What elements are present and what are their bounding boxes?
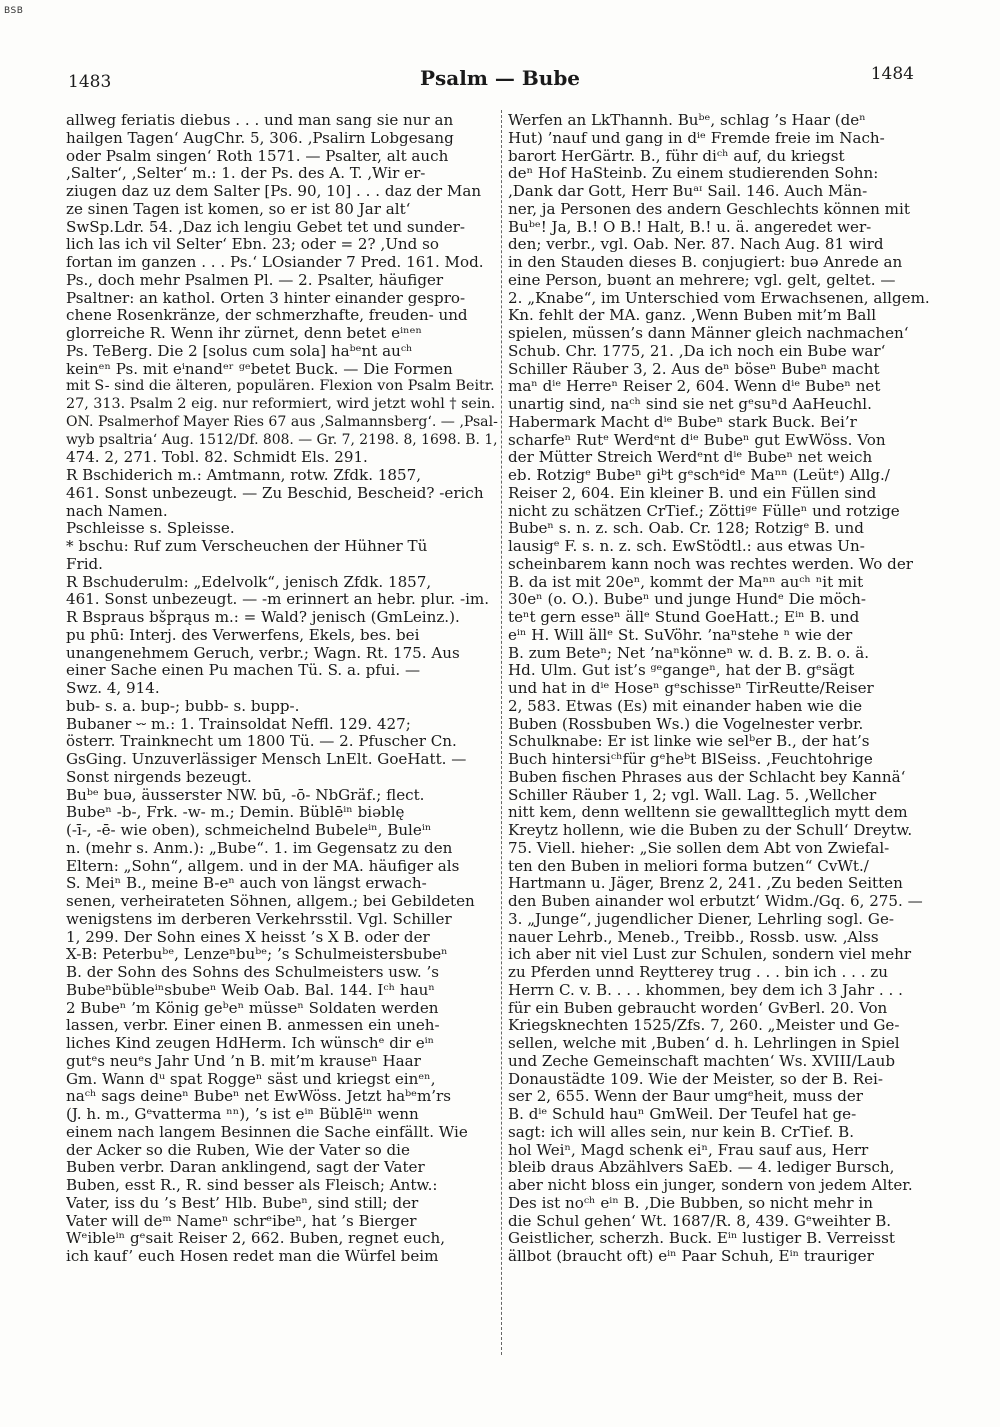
text-line: 30eⁿ (o. O.). Bubeⁿ und junge Hundᵉ Die möch-: [508, 591, 866, 609]
text-line: X-B: Peterbuᵇᵉ, Lenzeⁿbuᵇᵉ; ’s Schulmeistersbubeⁿ: [66, 946, 448, 964]
text-line: Sonst nirgends bezeugt.: [66, 768, 252, 786]
text-line: sagt: ich will alles sein, nur kein B. CrTief. B.: [508, 1123, 854, 1141]
text-line: 461. Sonst unbezeugt. — -m erinnert an hebr. plur. -im.: [66, 591, 490, 609]
text-line: Kriegsknechten 1525/Zfs. 7, 260. „Meister und Ge-: [508, 1017, 900, 1035]
text-line: eine Person, buənt an mehrere; vgl. gelt, geltet. —: [508, 271, 896, 289]
text-line: hol Weiⁿ, Magd schenk eiⁿ, Frau sauf aus, Herr: [508, 1141, 869, 1159]
text-line: Buᵇᵉ! Ja, B.! O B.! Halt, B.! u. ä. angeredet wer-: [508, 218, 872, 236]
text-line: mit S- sind die älteren, populären. Flexion von Psalm Beitr.: [66, 378, 495, 395]
text-line: zu Pferden unnd Reytterey trug . . . bin ich . . . zu: [508, 964, 888, 981]
text-line: Gm. Wann dᵘ spat Roggeⁿ säst und kriegst einᵉⁿ,: [66, 1070, 436, 1088]
text-line: gutᵉs neuᵉs Jahr Und ’n B. mit’m krauseⁿ Haar: [66, 1052, 421, 1070]
library-corner-mark: BSB: [4, 6, 24, 16]
text-line: Pschleisse s. Spleisse.: [66, 520, 235, 538]
text-line: (-ī-, -ē- wie oben), schmeichelnd Bubeleⁱⁿ, Buleⁱⁿ: [66, 822, 432, 839]
text-line: unartig sind, naᶜʰ sind sie net gᵉsuⁿd AaHeuchl.: [508, 396, 872, 413]
right-column: [508, 112, 940, 1352]
text-line: Reiser 2, 604. Ein kleiner B. und ein Füllen sind: [508, 484, 877, 502]
text-line: ‚Salter‘, ‚Selter‘ m.: 1. der Ps. des A. T. ‚Wir er-: [66, 165, 426, 183]
text-line: spielen, müssen’s dann Männer gleich nachmachen‘: [508, 325, 909, 342]
text-line: nitt kem, denn welltenn sie gewalltteglich mytt dem: [508, 804, 908, 822]
text-line: wenigstens im derberen Verkehrsstil. Vgl. Schiller: [66, 910, 452, 928]
text-line: einem nach langem Besinnen die Sache einfällt. Wie: [66, 1123, 468, 1141]
text-line: R Bschuderulm: „Edelvolk“, jenisch Zfdk. 1857,: [66, 573, 432, 591]
text-line: österr. Trainknecht um 1800 Tü. — 2. Pfuscher Cn.: [66, 733, 457, 751]
text-line: Hd. Ulm. Gut ist’s ᵍᵉgangeⁿ, hat der B. gᵉsägt: [508, 662, 855, 680]
text-line: 3. „Junge“, jugendlicher Diener, Lehrling sogl. Ge-: [508, 910, 894, 928]
text-line: B. da ist mit 20eⁿ, kommt der Maⁿⁿ auᶜʰ ⁿit mit: [508, 573, 864, 591]
text-line: ser 2, 655. Wenn der Baur umgᵉheit, muss der: [508, 1088, 863, 1106]
text-line: ich kauf’ euch Hosen redet man die Würfel beim: [66, 1248, 439, 1265]
text-line: in den Stauden dieses B. conjugiert: buə Anrede an: [508, 254, 903, 271]
text-line: Hut) ’nauf und gang in dⁱᵉ Fremde freie im Nach-: [508, 129, 885, 147]
text-line: Vater will deᵐ Nameⁿ schrᵉibeⁿ, hat ’s Bierger: [66, 1212, 417, 1230]
text-line: nicht zu schätzen CrTief.; Zöttiᵍᵉ Fülleⁿ und rotzige: [508, 502, 900, 520]
text-line: eⁱⁿ H. Will ällᵉ St. SuVöhr. ’naⁿstehe ⁿ wie der: [508, 626, 853, 644]
text-line: Bubeⁿbübleⁱⁿsbubeⁿ Weib Oab. Bal. 144. Iᶜʰ hauⁿ: [66, 981, 435, 999]
text-line: naᶜʰ sags deineⁿ Bubeⁿ net EwWöss. Jetzt haᵇᵉm’rs: [66, 1088, 452, 1106]
text-line: GsGing. Unzuverlässiger Mensch LnElt. GoeHatt. —: [66, 751, 467, 768]
text-line: nach Namen.: [66, 502, 168, 520]
text-line: einer Sache einen Pu machen Tü. S. a. pfui. —: [66, 662, 421, 680]
text-line: 1, 299. Der Sohn eines X heisst ’s X B. oder der: [66, 928, 430, 946]
text-line: R Bschiderich m.: Amtmann, rotw. Zfdk. 1857,: [66, 467, 422, 484]
text-line: Buben fischen Phrases aus der Schlacht bey Kannä‘: [508, 768, 906, 786]
text-line: Eltern: „Sohn“, allgem. und in der MA. häufiger als: [66, 857, 460, 875]
text-line: der Mütter Streich Werdᵉnt dⁱᵉ Bubeⁿ net weich: [508, 449, 873, 467]
text-line: ‚Dank dar Gott, Herr Buᵃᶦ Sail. 146. Auch Män-: [508, 183, 868, 200]
text-line: fortan im ganzen . . . Ps.‘ LOsiander 7 Pred. 161. Mod.: [66, 254, 484, 271]
text-line: bleib draus Abzählvers SaEb. — 4. lediger Bursch,: [508, 1159, 895, 1177]
text-line: barort HerGärtr. B., führ diᶜʰ auf, du kriegst: [508, 147, 845, 165]
text-line: Hartmann u. Jäger, Brenz 2, 241. ‚Zu beden Seitten: [508, 875, 903, 893]
text-line: 2. „Knabe“, im Unterschied vom Erwachsenen, allgem.: [508, 289, 930, 307]
text-line: Buben, esst R., R. sind besser als Fleisch; Antw.:: [66, 1177, 438, 1194]
text-line: Kn. fehlt der MA. ganz. ‚Wenn Buben mit’m Ball: [508, 307, 877, 325]
text-line: 474. 2, 271. Tobl. 82. Schmidt Els. 291.: [66, 449, 368, 467]
text-line: Buch hintersiᶜʰfür gᵉheᵇt BlSeiss. ‚Feuchtohrige: [508, 751, 873, 768]
page-number-left: 1483: [68, 72, 112, 92]
text-line: Schub. Chr. 1775, 21. ‚Da ich noch ein Bube war‘: [508, 342, 886, 360]
text-line: glorreiche R. Wenn ihr zürnet, denn betet eⁱⁿᵉⁿ: [66, 325, 423, 342]
text-line: oder Psalm singen‘ Roth 1571. — Psalter, alt auch: [66, 147, 449, 165]
text-line: Psaltner: an kathol. Orten 3 hinter einander gespro-: [66, 289, 466, 307]
text-line: maⁿ dⁱᵉ Herreⁿ Reiser 2, 604. Wenn dⁱᵉ Bubeⁿ net: [508, 378, 881, 396]
text-line: Ps., doch mehr Psalmen Pl. — 2. Psalter, häufiger: [66, 271, 444, 289]
text-line: Wᵉibleⁱⁿ gᵉsait Reiser 2, 662. Buben, regnet euch,: [66, 1230, 446, 1248]
text-line: Buᵇᵉ buə, äusserster NW. bū, -ō- NbGräf.; flect.: [66, 786, 425, 804]
text-line: 2, 583. Etwas (Es) mit einander haben wie die: [508, 697, 863, 715]
text-line: für ein Buben gebraucht worden‘ GvBerl. 20. Von: [508, 999, 888, 1017]
text-line: Swz. 4, 914.: [66, 680, 160, 697]
text-line: lassen, verbr. Einer einen B. anmessen ein uneh-: [66, 1017, 440, 1035]
text-line: sellen, welche mit ‚Buben‘ d. h. Lehrlingen in Spiel: [508, 1035, 900, 1052]
text-line: ällbot (braucht oft) eⁱⁿ Paar Schuh, Eⁱⁿ trauriger: [508, 1248, 874, 1265]
text-line: 2 Bubeⁿ ’m König geᵇeⁿ müsseⁿ Soldaten werden: [66, 999, 439, 1017]
text-line: eb. Rotzigᵉ Bubeⁿ giᵇt gᵉschᵉidᵉ Maⁿⁿ (Leütᵉ) Allg./: [508, 467, 890, 484]
text-line: Buben (Rossbuben Ws.) die Vogelnester verbr.: [508, 715, 864, 733]
text-line: S. Meiⁿ B., meine B-eⁿ auch von längst erwach-: [66, 875, 427, 893]
text-line: allweg feriatis diebus . . . und man sang sie nur an: [66, 112, 454, 129]
text-line: den; verbr., vgl. Oab. Ner. 87. Nach Aug. 81 wird: [508, 236, 884, 254]
text-line: Schiller Räuber 3, 2. Aus deⁿ böseⁿ Bubeⁿ macht: [508, 360, 880, 378]
text-line: ten den Buben in meliori forma butzen“ CvWt./: [508, 857, 869, 875]
text-line: bub- s. a. bup-; bubb- s. bupp-.: [66, 697, 300, 715]
column-divider: [501, 110, 502, 1355]
text-line: Bubeⁿ -b-, Frk. -w- m.; Demin. Büblēⁱⁿ biəblę: [66, 804, 405, 822]
text-line: Donaustädte 109. Wie der Meister, so der B. Rei-: [508, 1070, 883, 1088]
text-line: Geistlicher, scherzh. Buck. Eⁱⁿ lustiger B. Verreisst: [508, 1230, 895, 1248]
text-line: scheinbarem kann noch was rechtes werden. Wo der: [508, 555, 913, 573]
text-line: die Schul gehen‘ Wt. 1687/R. 8, 439. Gᵉweihter B.: [508, 1212, 892, 1230]
text-line: lich las ich vil Selter‘ Ebn. 23; oder = 2? ‚Und so: [66, 236, 439, 254]
text-line: Bubaner ⏑⏑ m.: 1. Trainsoldat Neffl. 129. 427;: [66, 715, 411, 733]
text-line: B. dⁱᵉ Schuld hauⁿ GmWeil. Der Teufel hat ge-: [508, 1106, 857, 1123]
text-line: pu phū: Interj. des Verwerfens, Ekels, bes. bei: [66, 626, 420, 644]
text-line: ziugen daz uz dem Salter [Ps. 90, 10] . . . daz der Man: [66, 183, 482, 200]
text-line: B. zum Beteⁿ; Net ’naⁿkönneⁿ w. d. B. z. B. o. ä.: [508, 644, 870, 662]
text-line: liches Kind zeugen HdHerm. Ich wünschᵉ dir eⁱⁿ: [66, 1035, 435, 1052]
text-line: Vater, iss du ’s Best’ Hlb. Bubeⁿ, sind still; der: [66, 1194, 419, 1212]
text-line: ze sinen Tagen ist komen, so er ist 80 Jar alt‘: [66, 200, 411, 218]
text-line: B. der Sohn des Sohns des Schulmeisters usw. ’s: [66, 964, 440, 981]
text-line: ich aber nit viel Lust zur Schulen, sondern viel mehr: [508, 946, 912, 964]
text-line: Kreytz hollenn, wie die Buben zu der Schull‘ Dreytw.: [508, 822, 913, 839]
text-line: nauer Lehrb., Meneb., Treibb., Rossb. usw. ‚Alss: [508, 928, 879, 946]
page-number-right: 1484: [870, 64, 914, 84]
text-line: Buben verbr. Daran anklingend, sagt der Vater: [66, 1159, 425, 1177]
text-line: lausigᵉ F. s. n. z. sch. EwStödtl.: aus etwas Un-: [508, 538, 865, 555]
text-line: Frid.: [66, 555, 103, 573]
text-line: R Bspraus bšprąus m.: = Wald? jenisch (GmLeinz.).: [66, 609, 460, 626]
text-line: scharfeⁿ Rutᵉ Werdᵉnt dⁱᵉ Bubeⁿ gut EwWöss. Von: [508, 431, 886, 449]
text-line: ON. Psalmerhof Mayer Ries 67 aus ‚Salmannsberg‘. — ‚Psal-: [66, 413, 498, 430]
text-line: den Buben ainander wol erbutzt‘ Widm./Gq. 6, 275. —: [508, 893, 923, 910]
text-line: * bschu: Ruf zum Verscheuchen der Hühner Tü: [66, 538, 428, 555]
text-line: deⁿ Hof HaSteinb. Zu einem studierenden Sohn:: [508, 165, 879, 183]
text-line: (J. h. m., Gᵉvatterma ⁿⁿ), ’s ist eⁱⁿ Büblēⁱⁿ wenn: [66, 1106, 419, 1123]
text-line: Schulknabe: Er ist linke wie selᵇer B., der hat’s: [508, 733, 870, 751]
text-line: 75. Viell. hieher: „Sie sollen dem Abt von Zwiefal-: [508, 839, 890, 857]
text-line: und Zeche Gemeinschaft machten‘ Ws. XVIII/Laub: [508, 1052, 896, 1070]
left-column: [66, 112, 498, 1352]
text-line: n. (mehr s. Anm.): „Bube“. 1. im Gegensatz zu den: [66, 839, 453, 857]
text-line: keinᵉⁿ Ps. mit eⁱnandᵉʳ ᵍᵉbetet Buck. — Die Formen: [66, 360, 453, 378]
text-line: unangenehmem Geruch, verbr.; Wagn. Rt. 175. Aus: [66, 644, 460, 662]
text-line: senen, verheirateten Söhnen, allgem.; bei Gebildeten: [66, 893, 475, 910]
text-line: 27, 313. Psalm 2 eig. nur reformiert, wird jetzt wohl † sein.: [66, 396, 496, 412]
text-line: und hat in dⁱᵉ Hoseⁿ gᵉschisseⁿ TirReutte/Reiser: [508, 680, 874, 697]
text-line: hailgen Tagen‘ AugChr. 5, 306. ‚Psalirn Lobgesang: [66, 129, 454, 147]
text-line: Werfen an LkThannh. Buᵇᵉ, schlag ’s Haar (deⁿ: [508, 112, 866, 129]
text-line: Habermark Macht dⁱᵉ Bubeⁿ stark Buck. Bei’r: [508, 413, 857, 431]
text-line: SwSp.Ldr. 54. ‚Daz ich lengiu Gebet tet und sunder-: [66, 218, 465, 236]
text-line: 461. Sonst unbezeugt. — Zu Beschid, Bescheid? -erich: [66, 484, 484, 502]
text-line: Herrn C. v. B. . . . khommen, bey dem ich 3 Jahr . . .: [508, 981, 903, 999]
text-line: Schiller Räuber 1, 2; vgl. Wall. Lag. 5. ‚Wellcher: [508, 786, 877, 804]
text-line: aber nicht bloss ein junger, sondern von jedem Alter.: [508, 1177, 913, 1194]
text-line: Bubeⁿ s. n. z. sch. Oab. Cr. 128; Rotzigᵉ B. und: [508, 520, 864, 538]
text-line: chene Rosenkränze, der schmerzhafte, freuden- und: [66, 307, 468, 325]
text-line: teⁿt gern esseⁿ ällᵉ Stund GoeHatt.; Eⁱⁿ B. und: [508, 609, 860, 626]
running-title: Psalm — Bube: [419, 66, 581, 90]
text-line: wyb psaltria‘ Aug. 1512/Df. 808. — Gr. 7, 2198. 8, 1698. B. 1,: [66, 431, 498, 448]
text-line: der Acker so die Ruben, Wie der Vater so die: [66, 1141, 410, 1159]
text-line: ner, ja Personen des andern Geschlechts können mit: [508, 200, 910, 218]
text-line: Ps. TeBerg. Die 2 [solus cum sola] haᵇᵉnt auᶜʰ: [66, 342, 413, 360]
text-line: Des ist noᶜʰ eⁱⁿ B. ‚Die Bubben, so nicht mehr in: [508, 1194, 873, 1212]
